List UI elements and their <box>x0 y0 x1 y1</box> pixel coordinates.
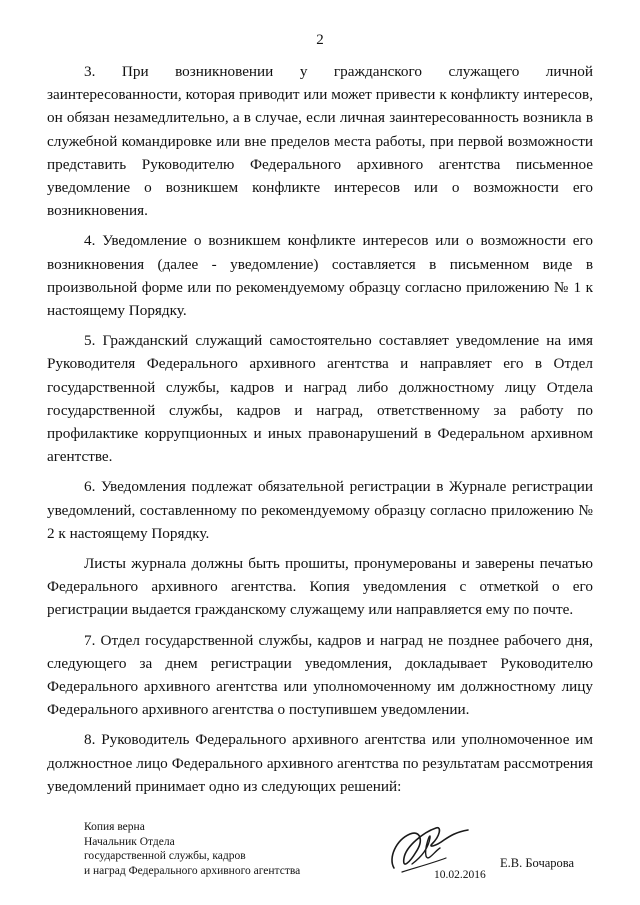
position-line-1: Начальник Отдела <box>84 835 175 848</box>
signature-stroke-main <box>392 828 468 868</box>
certification-block <box>84 820 300 878</box>
paragraph-8: 8. Руководитель Федерального архивного агентства или уполномоченное им должностное лицо Федерального архивного агентства по результатам рассмотрения уведомлений принимает одно из следующих решений: <box>47 731 593 795</box>
signer-name: Е.В. Бочарова <box>500 856 575 870</box>
page-number: 2 <box>316 32 324 48</box>
paragraph-5: 5. Гражданский служащий самостоятельно составляет уведомление на имя Руководителя Федерального архивного агентства и направляет его в Отдел государственной службы, кадров и наград либо должностному лицу Отдела государственной службы, кадров и наград, ответственному за работу по профилактике коррупционных и иных правонарушений в Федеральном архивном агентстве. <box>47 332 593 466</box>
paragraph-7: 7. Отдел государственной службы, кадров и наград не позднее рабочего дня, следующего за днем регистрации уведомления, докладывает Руководителю Федерального архивного агентства или уполномоченному им должностному лицу Федерального архивного агентства о поступившем уведомлении. <box>47 631 593 719</box>
paragraph-6: 6. Уведомления подлежат обязательной регистрации в Журнале регистрации уведомлений, составленному по рекомендуемому образцу согласно приложению № 2 к настоящему Порядку. <box>47 478 593 542</box>
position-line-3: и наград Федерального архивного агентства <box>84 864 301 877</box>
copy-certified-line: Копия верна <box>84 821 145 833</box>
paragraph-3: 3. При возникновении у гражданского служащего личной заинтересованности, которая приводит или может привести к конфликту интересов, он обязан незамедлительно, а в случае, если личная заинтересованность возникла в служебной командировке или вне пределов места работы, при первой возможности представить Руководителю Федерального архивного агентства письменное уведомление о возникшем конфликте интересов или о возможности его возникновения. <box>47 63 593 220</box>
document-body <box>47 60 593 805</box>
position-line-2: государственной службы, кадров <box>84 850 246 863</box>
paragraph-4: 4. Уведомление о возникшем конфликте интересов или о возможности его возникновения (далее - уведомление) составляется в письменном виде в произвольной форме или по рекомендуемому образцу согласно приложению № 1 к настоящему Порядку. <box>47 232 593 320</box>
signature-date: 10.02.2016 <box>434 869 486 881</box>
paragraph-journal-sheets: Листы журнала должны быть прошиты, пронумерованы и заверены печатью Федерального архивного агентства. Копия уведомления с отметкой о его регистрации выдается гражданскому служащему или направляется ему по почте. <box>47 555 593 619</box>
